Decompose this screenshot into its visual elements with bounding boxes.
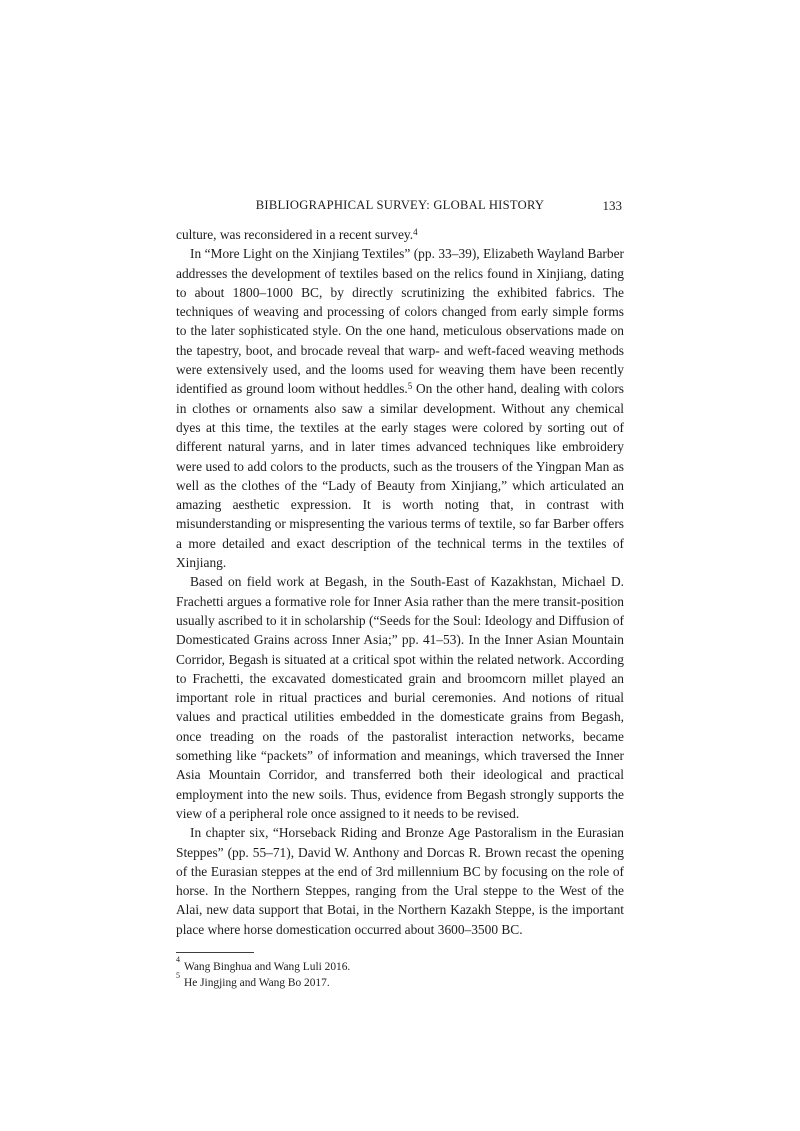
paragraph-text: Based on field work at Begash, in the South-East of Kazakhstan, Michael D. Frachetti argues a formative role for Inner Asia rather than the mere transit-position usually ascribed to it in scholarship (“Seeds for the Soul: Ideology and Diffusion of Domesticated Grains across Inner Asia;” pp. 41–53). In the Inner Asian Mountain Corridor, Begash is situated at a critical spot within the related network. According to Frachetti, the excavated domesticated grain and broomcorn millet played an important role in ritual practices and burial ceremonies. And notions of ritual values and practical utilities embedded in the domesticate grains from Begash, once treading on the roads of the pastoralist interaction networks, became something like “packets” of information and meanings, which traversed the Inner Asia Mountain Corridor, and transferred both their ideological and practical employment into the new soils. Thus, evidence from Begash strongly supports the view of a peripheral role once assigned to it needs to be revised. bbox=[176, 574, 624, 821]
footnote bbox=[176, 955, 624, 975]
paragraph-text: On the other hand, dealing with colors in clothes or ornaments also saw a similar development. Without any chemical dyes at this time, the textiles at the early stages were colored by sorting out of different natural yarns, and in later times advanced techniques like embroidery were used to add colors to the products, such as the trousers of the Yingpan Man as well as the clothes of the “Lady of Beauty from Xinjiang,” which articulated an amazing aesthetic expression. It is worth noting that, in contrast with misunderstanding or mispresenting the various terms of textile, so far Barber offers a more detailed and exact description of the technical terms in the textiles of Xinjiang. bbox=[176, 381, 624, 571]
paragraph-text: In chapter six, “Horseback Riding and Bronze Age Pastoralism in the Eurasian Steppes” (pp. 55–71), David W. Anthony and Dorcas R. Brown recast the opening of the Eurasian steppes at the end of 3rd millennium BC by focusing on the role of horse. In the Northern Steppes, ranging from the Ural steppe to the West of the Alai, new data support that Botai, in the Northern Kazakh Steppe, is the important place where horse domestication occurred about 3600–3500 BC. bbox=[176, 825, 624, 937]
page-number: 133 bbox=[602, 198, 622, 213]
paragraph bbox=[176, 225, 624, 244]
paragraph bbox=[176, 823, 624, 939]
footnote-marker: 5 bbox=[176, 971, 180, 981]
footnote-marker: 4 bbox=[176, 955, 180, 965]
page-content bbox=[176, 198, 624, 991]
paragraph-text: In “More Light on the Xinjiang Textiles” (pp. 33–39), Elizabeth Wayland Barber addresses the development of textiles based on the relics found in Xinjiang, dating to about 1800–1000 BC, by directly scrutinizing the exhibited fabrics. The techniques of weaving and processing of colors changed from early simple forms to the later sophisticated style. On the one hand, meticulous observations made on the tapestry, boot, and brocade reveal that warp- and weft-faced weaving methods were extensively used, and the looms used for weaving them have been recently identified as ground loom without heddles. bbox=[176, 246, 624, 397]
footnote-ref: 5 bbox=[407, 381, 413, 392]
footnote-text: He Jingjing and Wang Bo 2017. bbox=[184, 977, 330, 990]
footnotes-section bbox=[176, 952, 624, 991]
footnote-separator bbox=[176, 952, 254, 953]
running-title: BIBLIOGRAPHICAL SURVEY: GLOBAL HISTORY bbox=[255, 198, 545, 212]
footnote-text: Wang Binghua and Wang Luli 2016. bbox=[184, 960, 351, 973]
paragraph bbox=[176, 244, 624, 572]
footnote-ref: 4 bbox=[413, 227, 418, 237]
article-body bbox=[176, 225, 624, 939]
page-header bbox=[176, 198, 624, 218]
paragraph-text: culture, was reconsidered in a recent survey. bbox=[176, 227, 414, 242]
footnote bbox=[176, 971, 624, 991]
paragraph bbox=[176, 572, 624, 823]
